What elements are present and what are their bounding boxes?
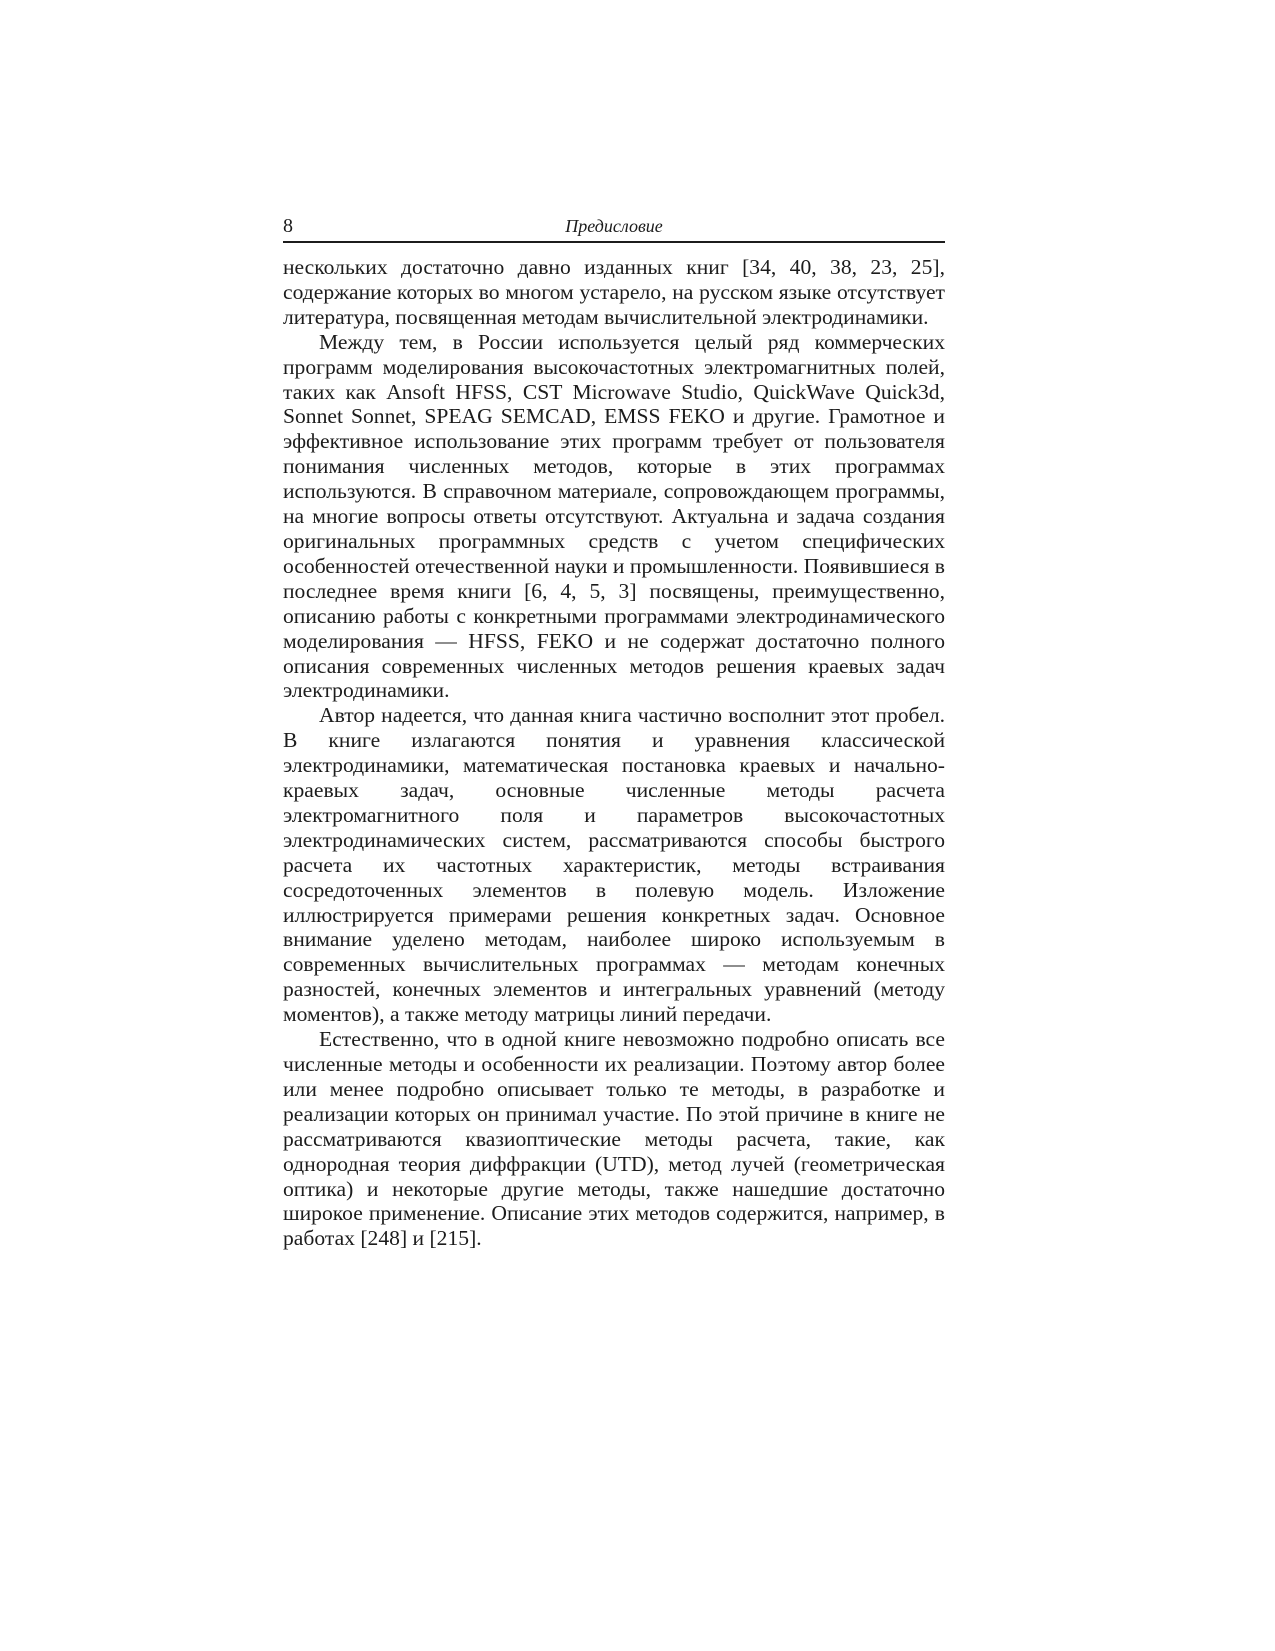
paragraph-1: нескольких достаточно давно изданных книг [34, 40, 38, 23, 25], содержание которых во многом устарело, на русском языке отсутствует литература, посвященная методам вычислительной электродинамики. (283, 255, 945, 329)
paragraph-2: Между тем, в России используется целый ряд коммерческих программ моделирования высокочастотных электромагнитных полей, таких как Ansoft HFSS, CST Microwave Studio, QuickWave Quick3d, Sonnet Sonnet, SPEAG SEMCAD, EMSS FEKO и другие. Грамотное и эффективное использование этих программ требует от пользователя понимания численных методов, которые в этих программах используются. В справочном материале, сопровождающем программы, на многие вопросы ответы отсутствуют. Актуальна и задача создания оригинальных программных средств с учетом специфических особенностей отечественной науки и промышленности. Появившиеся в последнее время книги [6, 4, 5, 3] посвящены, преимущественно, описанию работы с конкретными программами электродинамического моделирования — HFSS, FEKO и не содержат достаточно полного описания современных численных методов решения краевых задач электродинамики. (283, 329, 945, 703)
body-text (283, 255, 945, 1251)
paragraph-3: Автор надеется, что данная книга частично восполнит этот пробел. В книге излагаются понятия и уравнения классической электродинамики, математическая постановка краевых и начально-краевых задач, основные численные методы расчета электромагнитного поля и параметров высокочастотных электродинамических систем, рассматриваются способы быстрого расчета их частотных характеристик, методы встраивания сосредоточенных элементов в полевую модель. Изложение иллюстрируется примерами решения конкретных задач. Основное внимание уделено методам, наиболее широко используемым в современных вычислительных программах — методам конечных разностей, конечных элементов и интегральных уравнений (методу моментов), а также методу матрицы линий передачи. (283, 703, 945, 1027)
paragraph-4: Естественно, что в одной книге невозможно подробно описать все численные методы и особенности их реализации. Поэтому автор более или менее подробно описывает только те методы, в разработке и реализации которых он принимал участие. По этой причине в книге не рассматриваются квазиоптические методы расчета, такие, как однородная теория диффракции (UTD), метод лучей (геометрическая оптика) и некоторые другие методы, также нашедшие достаточно широкое применение. Описание этих методов содержится, например, в работах [248] и [215]. (283, 1027, 945, 1251)
running-header (283, 213, 945, 243)
section-title: Предисловие (565, 216, 663, 236)
book-page (283, 213, 945, 1251)
page-number: 8 (283, 215, 293, 237)
